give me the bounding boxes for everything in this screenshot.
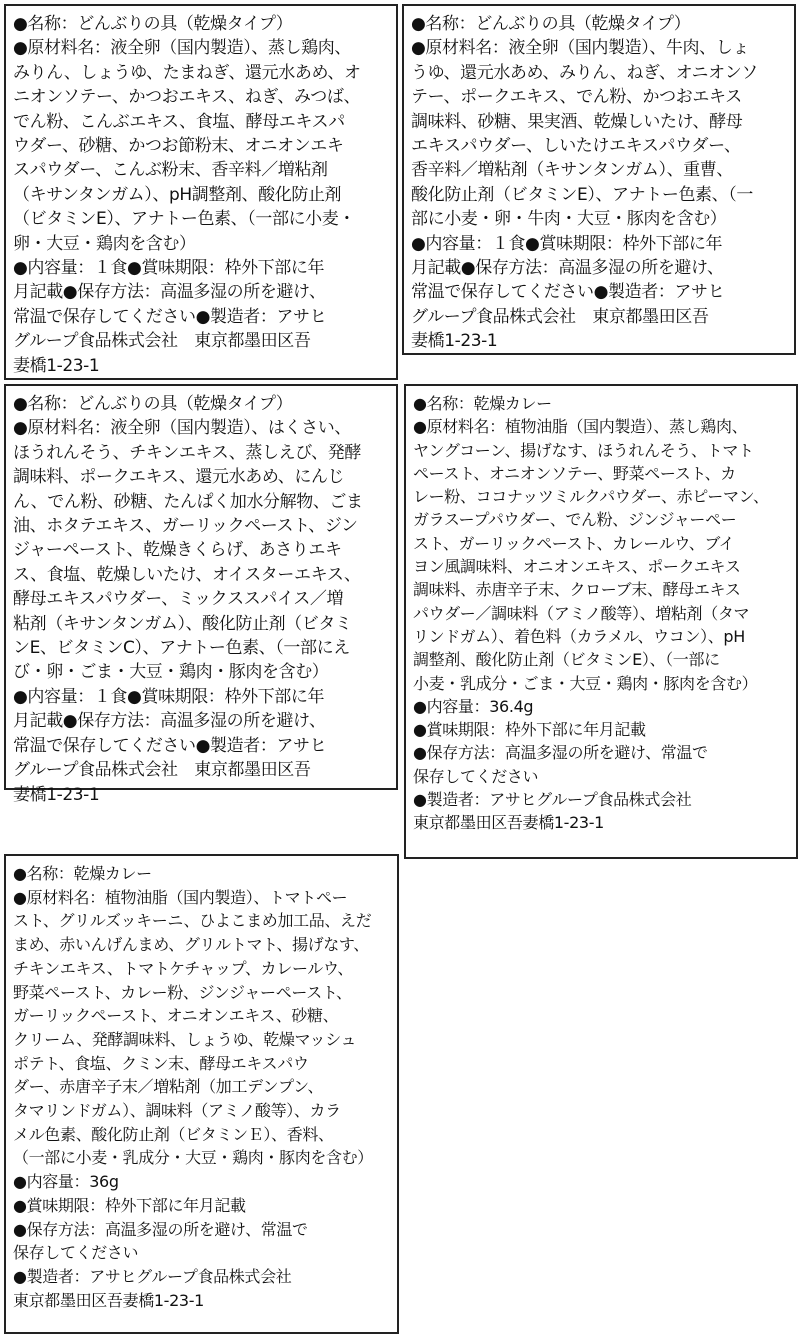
label-text-line: ●製造者：アサヒグループ食品株式会社	[13, 1266, 292, 1286]
label-text-line: ●名称：乾燥カレー	[13, 864, 152, 883]
label-text-line: 東京都墨田区吾妻橋1-23-1	[13, 1290, 205, 1310]
label-text-line: 妻橋1-23-1	[13, 784, 100, 805]
label-text-line: ガラスープパウダー、でん粉、ジンジャーペー	[413, 510, 737, 530]
label-text-line: ポテト、食塩、クミン末、酵母エキスパウ	[13, 1053, 309, 1073]
label-text-line: ●内容量：１食●賞味期限：枠外下部に年	[13, 258, 325, 279]
label-text-line: ●名称：どんぶりの具（乾燥タイプ）	[13, 394, 293, 414]
label-text-line: クリーム、発酵調味料、しょうゆ、乾燥マッシュ	[13, 1029, 357, 1049]
label-text-line: 野菜ペースト、カレー粉、ジンジャーペースト、	[13, 982, 352, 1002]
label-text-line: ペースト、オニオンソテー、野菜ペースト、カ	[413, 463, 736, 483]
label-text-line: 小麦・乳成分・ごま・大豆・鶏肉・豚肉を含む）	[413, 673, 758, 693]
label-text-line: 調整剤、酸化防止剤（ビタミンE）、（一部に	[413, 650, 720, 670]
label-panel-1	[4, 4, 398, 380]
label-text-line: ほうれんそう、チキンエキス、蒸しえび、発酵	[13, 442, 361, 463]
label-text-line: 粘剤（キサンタンガム）、酸化防止剤（ビタミ	[13, 613, 352, 634]
label-text-line: ●賞味期限：枠外下部に年月記載	[413, 720, 646, 740]
label-text-line: ヨン風調味料、オニオンエキス、ポークエキス	[413, 557, 741, 577]
label-text-line: うゆ、還元水あめ、みりん、ねぎ、オニオンソ	[411, 62, 758, 83]
label-text-line: ●賞味期限：枠外下部に年月記載	[13, 1195, 246, 1215]
label-text-line: ニオンソテー、かつおエキス、ねぎ、みつば、	[13, 87, 361, 108]
label-text-line: ●保存方法：高温多湿の所を避け、常温で	[413, 743, 708, 763]
label-text-line: び・卵・ごま・大豆・鶏肉・豚肉を含む）	[13, 662, 329, 683]
label-text-line: タマリンドガム）、調味料（アミノ酸等）、カラ	[13, 1101, 341, 1121]
label-text-line: グループ食品株式会社 東京都墨田区吾	[13, 331, 311, 352]
label-panel-5	[4, 854, 399, 1334]
label-text-line: （一部に小麦・乳成分・大豆・鶏肉・豚肉を含む）	[13, 1148, 373, 1168]
label-text-line: 酸化防止剤（ビタミンE）、アナトー色素、（一	[411, 184, 753, 205]
label-text-line: 東京都墨田区吾妻橋1-23-1	[413, 813, 605, 833]
label-text-line: 月記載●保存方法：高温多湿の所を避け、	[411, 258, 724, 279]
label-text-line: リンドガム）、着色料（カラメル、ウコン）、pH	[413, 626, 745, 646]
label-text-line: 月記載●保存方法：高温多湿の所を避け、	[13, 711, 326, 732]
label-text-line: ●名称：どんぶりの具（乾燥タイプ）	[411, 14, 691, 34]
label-text-line: ダー、赤唐辛子末／増粘剤（加工デンプン、	[13, 1077, 324, 1097]
label-text-line: ●名称：乾燥カレー	[413, 394, 552, 413]
label-text-line: ●内容量：36g	[13, 1172, 119, 1192]
label-text-line: みりん、しょうゆ、たまねぎ、還元水あめ、オ	[13, 62, 361, 83]
label-text-line: ウダー、砂糖、かつお節粉末、オニオンエキ	[13, 136, 344, 157]
label-text-line: ンE、ビタミンC）、アナトー色素、（一部にえ	[13, 638, 350, 659]
label-text-line: 調味料、ポークエキス、還元水あめ、にんじ	[13, 467, 345, 488]
label-text-line: ●内容量：１食●賞味期限：枠外下部に年	[13, 686, 325, 707]
label-text-line: 常温で保存してください●製造者：アサヒ	[411, 282, 725, 303]
label-text-line: ん、でん粉、砂糖、たんぱく加水分解物、ごま	[13, 491, 363, 512]
label-text-line: 調味料、赤唐辛子末、クローブ末、酵母エキス	[413, 580, 741, 600]
label-text-line: 部に小麦・卵・牛肉・大豆・豚肉を含む）	[411, 209, 727, 230]
label-text-line: ガーリックペースト、オニオンエキス、砂糖、	[13, 1006, 339, 1026]
label-text-line: ●製造者：アサヒグループ食品株式会社	[413, 790, 692, 810]
label-text-line: エキスパウダー、しいたけエキスパウダー、	[411, 136, 741, 157]
label-text-line: 常温で保存してください●製造者：アサヒ	[13, 306, 327, 327]
label-text-line: （キサンタンガム）、pH調整剤、酸化防止剤	[13, 184, 342, 205]
label-panel-4	[404, 384, 798, 859]
label-panel-3	[4, 384, 398, 805]
label-text-line: 保存してください	[13, 1243, 139, 1263]
label-text-line: ●原材料名：液全卵（国内製造）、蒸し鶏肉、	[13, 38, 351, 59]
label-text-line: 保存してください	[413, 766, 539, 786]
label-text-line: ●原材料名：植物油脂（国内製造）、トマトペー	[13, 887, 348, 907]
label-text-line: 妻橋1-23-1	[13, 355, 100, 376]
label-text-line: 月記載●保存方法：高温多湿の所を避け、	[13, 282, 326, 303]
label-text-line: ヤングコーン、揚げなす、ほうれんそう、トマト	[413, 440, 754, 460]
label-text-line: ス、食塩、乾燥しいたけ、オイスターエキス、	[13, 564, 361, 585]
label-text-line: パウダー／調味料（アミノ酸等）、増粘剤（タマ	[413, 603, 750, 623]
label-text-line: まめ、赤いんげんまめ、グリルトマト、揚げなす、	[13, 935, 369, 955]
label-text-line: スト、ガーリックペースト、カレールウ、ブイ	[413, 533, 735, 553]
label-text-line: でん粉、こんぶエキス、食塩、酵母エキスパ	[13, 111, 345, 132]
label-text-line: 香辛料／増粘剤（キサンタンガム）、重曹、	[411, 160, 733, 181]
label-text-line: ●原材料名：液全卵（国内製造）、はくさい、	[13, 418, 351, 439]
label-text-line: グループ食品株式会社 東京都墨田区吾	[411, 306, 709, 327]
label-text-line: レー粉、ココナッツミルクパウダー、赤ピーマン、	[413, 487, 769, 507]
label-text-line: ●内容量：36.4g	[413, 696, 534, 716]
label-text-line: ●原材料名：植物油脂（国内製造）、蒸し鶏肉、	[413, 417, 748, 437]
label-text-line: ●保存方法：高温多湿の所を避け、常温で	[13, 1219, 308, 1239]
label-text-line: 調味料、砂糖、果実酒、乾燥しいたけ、酵母	[411, 111, 743, 132]
label-text-line: ●名称：どんぶりの具（乾燥タイプ）	[13, 14, 293, 34]
label-text-line: スパウダー、こんぶ粉末、香辛料／増粘剤	[13, 160, 328, 181]
label-text-line: ●原材料名：液全卵（国内製造）、牛肉、しょ	[411, 38, 749, 59]
label-text-line: スト、グリルズッキーニ、ひよこまめ加工品、えだ	[13, 911, 372, 931]
label-text-line: 酵母エキスパウダー、ミックススパイス／増	[13, 589, 344, 610]
label-text-line: メル色素、酸化防止剤（ビタミンＥ）、香料、	[13, 1124, 334, 1144]
label-panel-2	[402, 4, 796, 355]
label-text-line: 妻橋1-23-1	[411, 331, 498, 352]
label-text-line: （ビタミンE）、アナトー色素、（一部に小麦・	[13, 209, 355, 230]
label-text-line: ジャーペースト、乾燥きくらげ、あさりエキ	[13, 540, 342, 561]
label-text-line: テー、ポークエキス、でん粉、かつおエキス	[411, 87, 742, 108]
label-text-line: ●内容量：１食●賞味期限：枠外下部に年	[411, 233, 723, 254]
label-text-line: 卵・大豆・鶏肉を含む）	[13, 233, 196, 254]
label-text-line: グループ食品株式会社 東京都墨田区吾	[13, 760, 311, 781]
label-text-line: 常温で保存してください●製造者：アサヒ	[13, 735, 327, 756]
label-text-line: 油、ホタテエキス、ガーリックペースト、ジン	[13, 516, 358, 537]
label-text-line: チキンエキス、トマトケチャップ、カレールウ、	[13, 958, 353, 978]
